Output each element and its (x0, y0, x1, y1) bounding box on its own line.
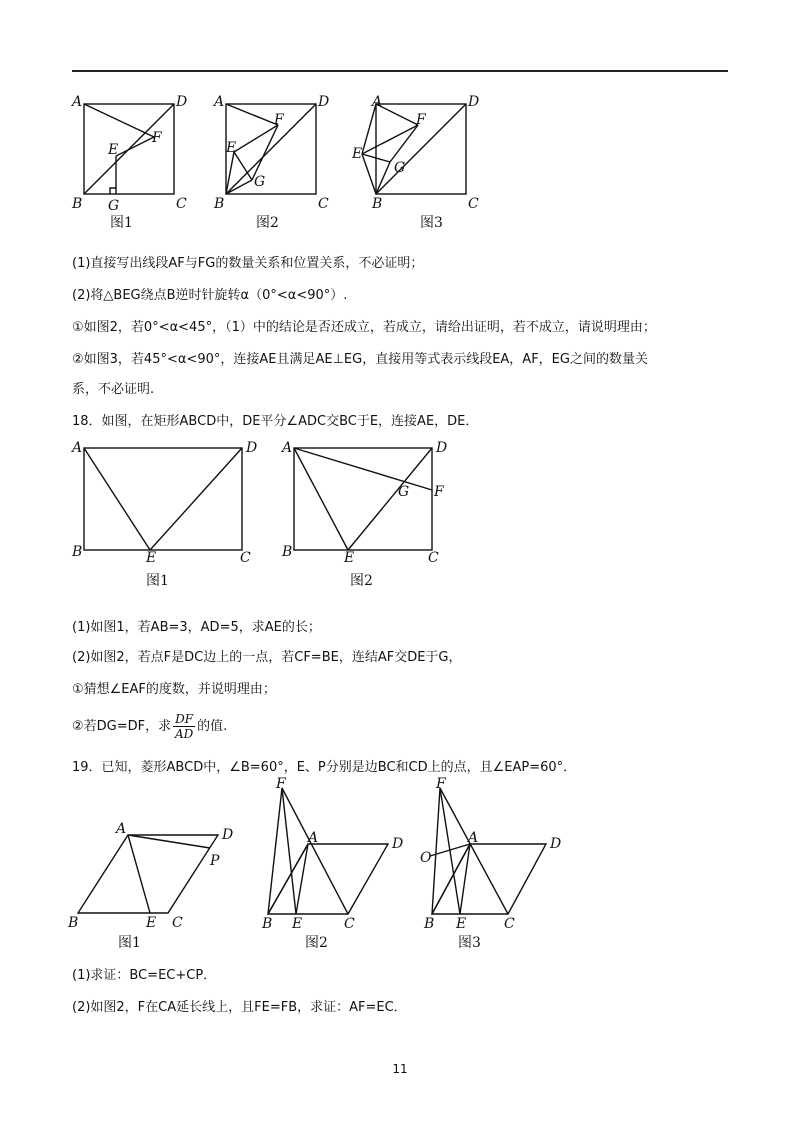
svg-text:F: F (274, 112, 284, 128)
svg-text:B: B (372, 196, 383, 212)
q17-part2-2b: 系，不必证明. (72, 382, 155, 397)
q18-part2-2 (72, 712, 227, 741)
q19-fig3-caption: 图3 (458, 935, 481, 951)
q17-fig2-caption: 图2 (256, 215, 279, 231)
svg-text:P: P (210, 853, 220, 869)
q17-part1: (1)直接写出线段AF与FG的数量关系和位置关系，不必证明； (72, 256, 424, 271)
svg-text:A: A (468, 830, 479, 846)
q17-figure-1 (70, 92, 190, 222)
q18-fraction (173, 712, 195, 741)
svg-text:C: C (468, 196, 479, 212)
q17-figure-3 (354, 92, 484, 222)
svg-text:B: B (262, 916, 273, 932)
svg-text:E: E (146, 915, 157, 931)
q18-fraction-den: AD (174, 727, 194, 741)
svg-text:B: B (72, 196, 83, 212)
q18-figure-1 (70, 440, 260, 565)
q18-fig2-caption: 图2 (350, 573, 373, 589)
svg-text:D: D (436, 440, 448, 456)
svg-text:E: E (344, 550, 355, 566)
q17-figure-2 (212, 92, 332, 222)
svg-text:G: G (394, 160, 406, 176)
svg-text:C: C (172, 915, 183, 931)
q17-part2: (2)将△BEG绕点B逆时针旋转α（0°<α<90°）. (72, 288, 348, 303)
q19-stem: 19．已知，菱形ABCD中，∠B=60°，E、P分别是边BC和CD上的点，且∠EAP=60°． (72, 760, 577, 775)
svg-text:F: F (152, 130, 162, 146)
q18-part2-2-pre: ②若DG=DF，求 (72, 719, 172, 734)
q18-fraction-num: DF (175, 712, 194, 726)
svg-text:F: F (416, 112, 426, 128)
q17-fig3-caption: 图3 (420, 215, 443, 231)
svg-text:G: G (108, 198, 120, 214)
svg-text:D: D (318, 94, 330, 110)
q19-part1: (1)求证：BC=EC+CP． (72, 968, 217, 983)
q18-part2-1: ①猜想∠EAF的度数，并说明理由； (72, 682, 276, 697)
q18-part2: (2)如图2，若点F是DC边上的一点，若CF=BE，连结AF交DE于G， (72, 650, 462, 665)
svg-text:E: E (146, 550, 157, 566)
svg-text:O: O (420, 850, 432, 866)
svg-text:C: C (504, 916, 515, 932)
q17-fig1-caption: 图1 (110, 215, 133, 231)
svg-text:A: A (282, 440, 293, 456)
svg-text:B: B (214, 196, 225, 212)
svg-text:A: A (372, 94, 383, 110)
svg-text:A: A (72, 94, 83, 110)
svg-text:C: C (176, 196, 187, 212)
svg-text:B: B (282, 544, 293, 560)
svg-text:D: D (550, 836, 562, 852)
q18-part1: (1)如图1，若AB=3，AD=5，求AE的长； (72, 620, 321, 635)
svg-text:A: A (214, 94, 225, 110)
svg-text:A: A (116, 821, 127, 837)
header-rule (72, 70, 728, 72)
svg-text:C: C (240, 550, 251, 566)
q17-part2-1: ①如图2，若0°<α<45°，（1）中的结论是否还成立，若成立，请给出证明，若不成立，请说明理由； (72, 320, 656, 335)
svg-text:D: D (468, 94, 480, 110)
q18-part2-2-post: 的值. (197, 719, 228, 734)
svg-text:E: E (292, 916, 303, 932)
svg-text:B: B (424, 916, 435, 932)
q19-part2: (2)如图2，F在CA延长线上，且FE=FB，求证：AF=EC． (72, 1000, 407, 1015)
svg-text:F: F (434, 484, 444, 500)
q19-fig2-caption: 图2 (305, 935, 328, 951)
q17-part2-2a: ②如图3，若45°<α<90°，连接AE且满足AE⊥EG，直接用等式表示线段EA，AF，EG之间的数量关 (72, 352, 648, 367)
svg-text:E: E (108, 142, 119, 158)
q19-figure-2 (258, 776, 408, 935)
svg-text:C: C (344, 916, 355, 932)
svg-text:E: E (226, 140, 237, 156)
q19-fig1-caption: 图1 (118, 935, 141, 951)
svg-text:A: A (308, 830, 319, 846)
svg-text:F: F (276, 776, 286, 792)
svg-text:F: F (436, 776, 446, 792)
q18-fig1-caption: 图1 (146, 573, 169, 589)
q18-stem: 18．如图，在矩形ABCD中，DE平分∠ADC交BC于E，连接AE，DE． (72, 414, 479, 429)
svg-text:C: C (318, 196, 329, 212)
svg-text:E: E (352, 146, 363, 162)
svg-text:G: G (254, 174, 266, 190)
q19-figure-3 (420, 776, 570, 935)
q18-figure-2 (280, 440, 460, 565)
svg-text:D: D (392, 836, 404, 852)
q19-figure-1 (70, 815, 250, 935)
svg-text:D: D (222, 827, 234, 843)
page-number: 11 (392, 1062, 408, 1076)
svg-text:E: E (456, 916, 467, 932)
svg-text:B: B (68, 915, 79, 931)
svg-text:C: C (428, 550, 439, 566)
svg-text:A: A (72, 440, 83, 456)
svg-text:D: D (176, 94, 188, 110)
svg-text:G: G (398, 484, 410, 500)
svg-text:B: B (72, 544, 83, 560)
svg-text:D: D (246, 440, 258, 456)
